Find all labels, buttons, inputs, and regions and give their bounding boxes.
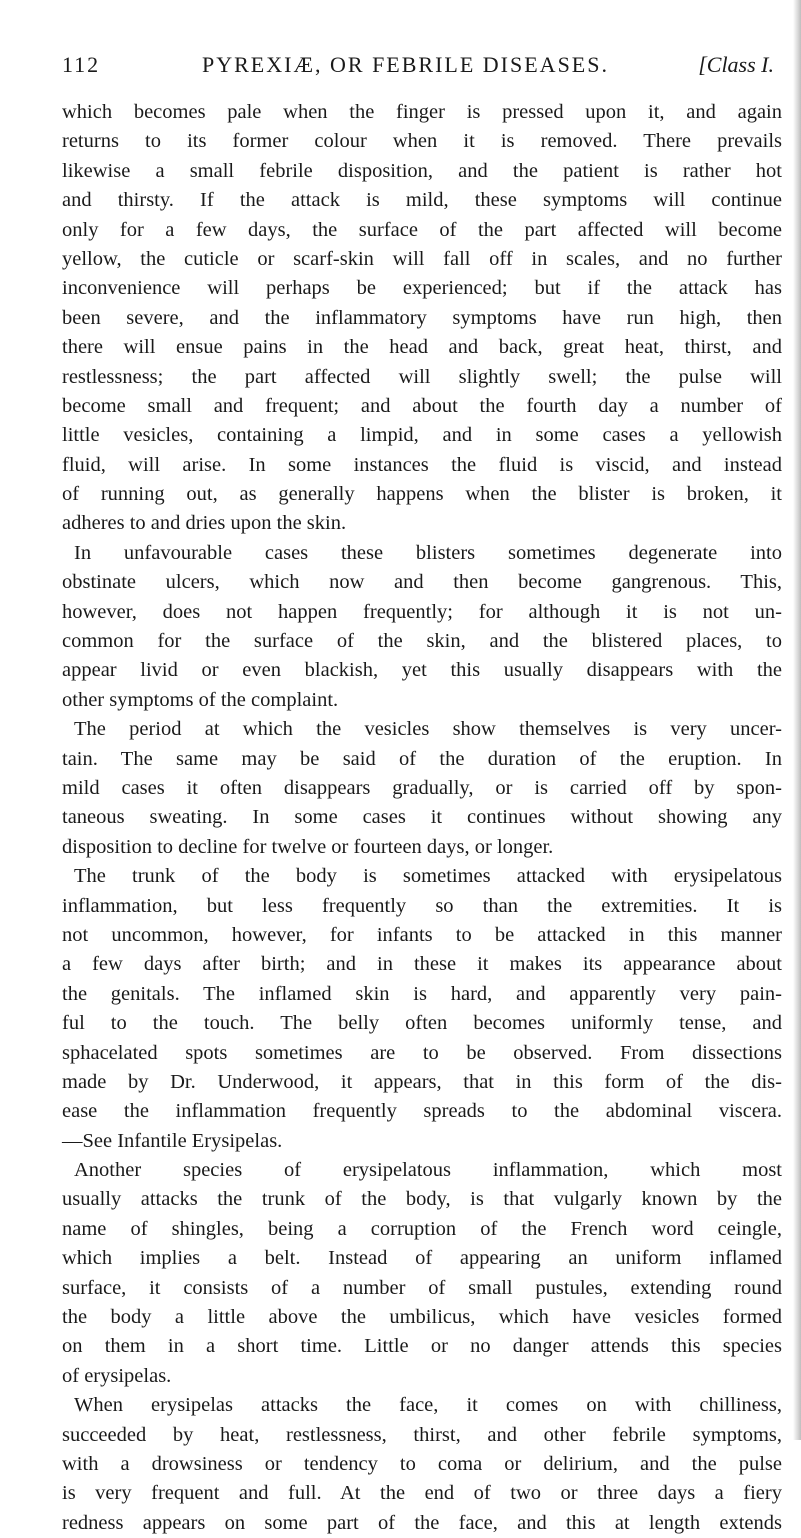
text-line: become small and frequent; and about the fourth day a number of	[62, 394, 782, 417]
text-line: other symptoms of the complaint.	[62, 688, 339, 711]
text-line: yellow, the cuticle or scarf-skin will fall off in scales, and no further	[62, 247, 782, 270]
text-line: sphacelated spots sometimes are to be observed. From dissections	[62, 1041, 782, 1064]
body-text	[62, 98, 782, 1538]
text-line: is very frequent and full. At the end of two or three days a fiery	[62, 1482, 782, 1505]
text-line: obstinate ulcers, which now and then become gangrenous. This,	[62, 571, 782, 594]
text-line: disposition to decline for twelve or fourteen days, or longer.	[62, 835, 554, 858]
text-line: not uncommon, however, for infants to be attacked in this manner	[62, 923, 782, 946]
page-header	[62, 52, 774, 88]
text-line: little vesicles, containing a limpid, and in some cases a yellowish	[62, 424, 782, 447]
text-line: on them in a short time. Little or no danger attends this species	[62, 1335, 782, 1358]
text-line: Another species of erysipelatous inflammation, which most	[74, 1159, 782, 1182]
text-line: which becomes pale when the finger is pressed upon it, and again	[62, 101, 782, 123]
text-line: taneous sweating. In some cases it continues without showing any	[62, 806, 782, 829]
text-line: and thirsty. If the attack is mild, these symptoms will continue	[62, 189, 782, 212]
text-line: redness appears on some part of the face, and this at length extends	[62, 1511, 782, 1534]
text-line: the genitals. The inflamed skin is hard, and apparently very pain-	[62, 982, 782, 1005]
text-line: common for the surface of the skin, and the blistered places, to	[62, 630, 782, 653]
text-line: returns to its former colour when it is removed. There prevails	[62, 130, 782, 153]
text-line: of running out, as generally happens when the blister is broken, it	[62, 483, 782, 506]
text-line: fluid, will arise. In some instances the fluid is viscid, and instead	[62, 453, 782, 476]
text-line: In unfavourable cases these blisters sometimes degenerate into	[74, 541, 782, 564]
text-line: usually attacks the trunk of the body, is that vulgarly known by the	[62, 1188, 782, 1211]
text-line: ease the inflammation frequently spreads to the abdominal viscera.	[62, 1100, 782, 1123]
text-line: When erysipelas attacks the face, it comes on with chilliness,	[74, 1394, 782, 1417]
text-line: surface, it consists of a number of small pustules, extending round	[62, 1276, 782, 1299]
class-label	[698, 52, 774, 78]
text-line: restlessness; the part affected will slightly swell; the pulse will	[62, 365, 782, 388]
text-line: mild cases it often disappears gradually, or is carried off by spon-	[62, 776, 782, 799]
text-line: which implies a belt. Instead of appearing an uniform inflamed	[62, 1247, 782, 1270]
text-line: adheres to and dries upon the skin.	[62, 512, 347, 535]
text-line: made by Dr. Underwood, it appears, that in this form of the dis-	[62, 1070, 782, 1093]
text-line: only for a few days, the surface of the part affected will become	[62, 218, 782, 241]
text-line: a few days after birth; and in these it makes its appearance about	[62, 953, 782, 976]
running-title: PYREXIÆ, OR FEBRILE DISEASES.	[202, 52, 609, 77]
text-line: The trunk of the body is sometimes attacked with erysipelatous	[74, 865, 782, 888]
text-line: however, does not happen frequently; for although it is not un-	[62, 600, 782, 623]
text-line: been severe, and the inflammatory symptoms have run high, then	[62, 306, 782, 329]
text-line: inconvenience will perhaps be experienced; but if the attack has	[62, 277, 782, 300]
class-label-text: [Class I.	[698, 52, 774, 77]
text-line: —See Infantile Erysipelas.	[62, 1129, 283, 1152]
text-line: with a drowsiness or tendency to coma or delirium, and the pulse	[62, 1452, 782, 1475]
text-line: the body a little above the umbilicus, which have vesicles formed	[62, 1306, 782, 1329]
text-line: ful to the touch. The belly often becomes uniformly tense, and	[62, 1012, 782, 1035]
text-line: there will ensue pains in the head and back, great heat, thirst, and	[62, 336, 782, 359]
text-line: of erysipelas.	[62, 1364, 172, 1387]
text-line: name of shingles, being a corruption of the French word ceingle,	[62, 1217, 782, 1240]
text-line: succeeded by heat, restlessness, thirst, and other febrile symptoms,	[62, 1423, 782, 1446]
page-number: 112	[62, 52, 101, 77]
text-line: inflammation, but less frequently so than the extremities. It is	[62, 894, 782, 917]
text-line: appear livid or even blackish, yet this usually disappears with the	[62, 659, 782, 682]
page-edge-shadow	[793, 0, 801, 1440]
text-line: tain. The same may be said of the duration of the eruption. In	[62, 747, 782, 770]
text-line: likewise a small febrile disposition, and the patient is rather hot	[62, 159, 782, 182]
text-line: The period at which the vesicles show themselves is very uncer-	[74, 718, 782, 741]
